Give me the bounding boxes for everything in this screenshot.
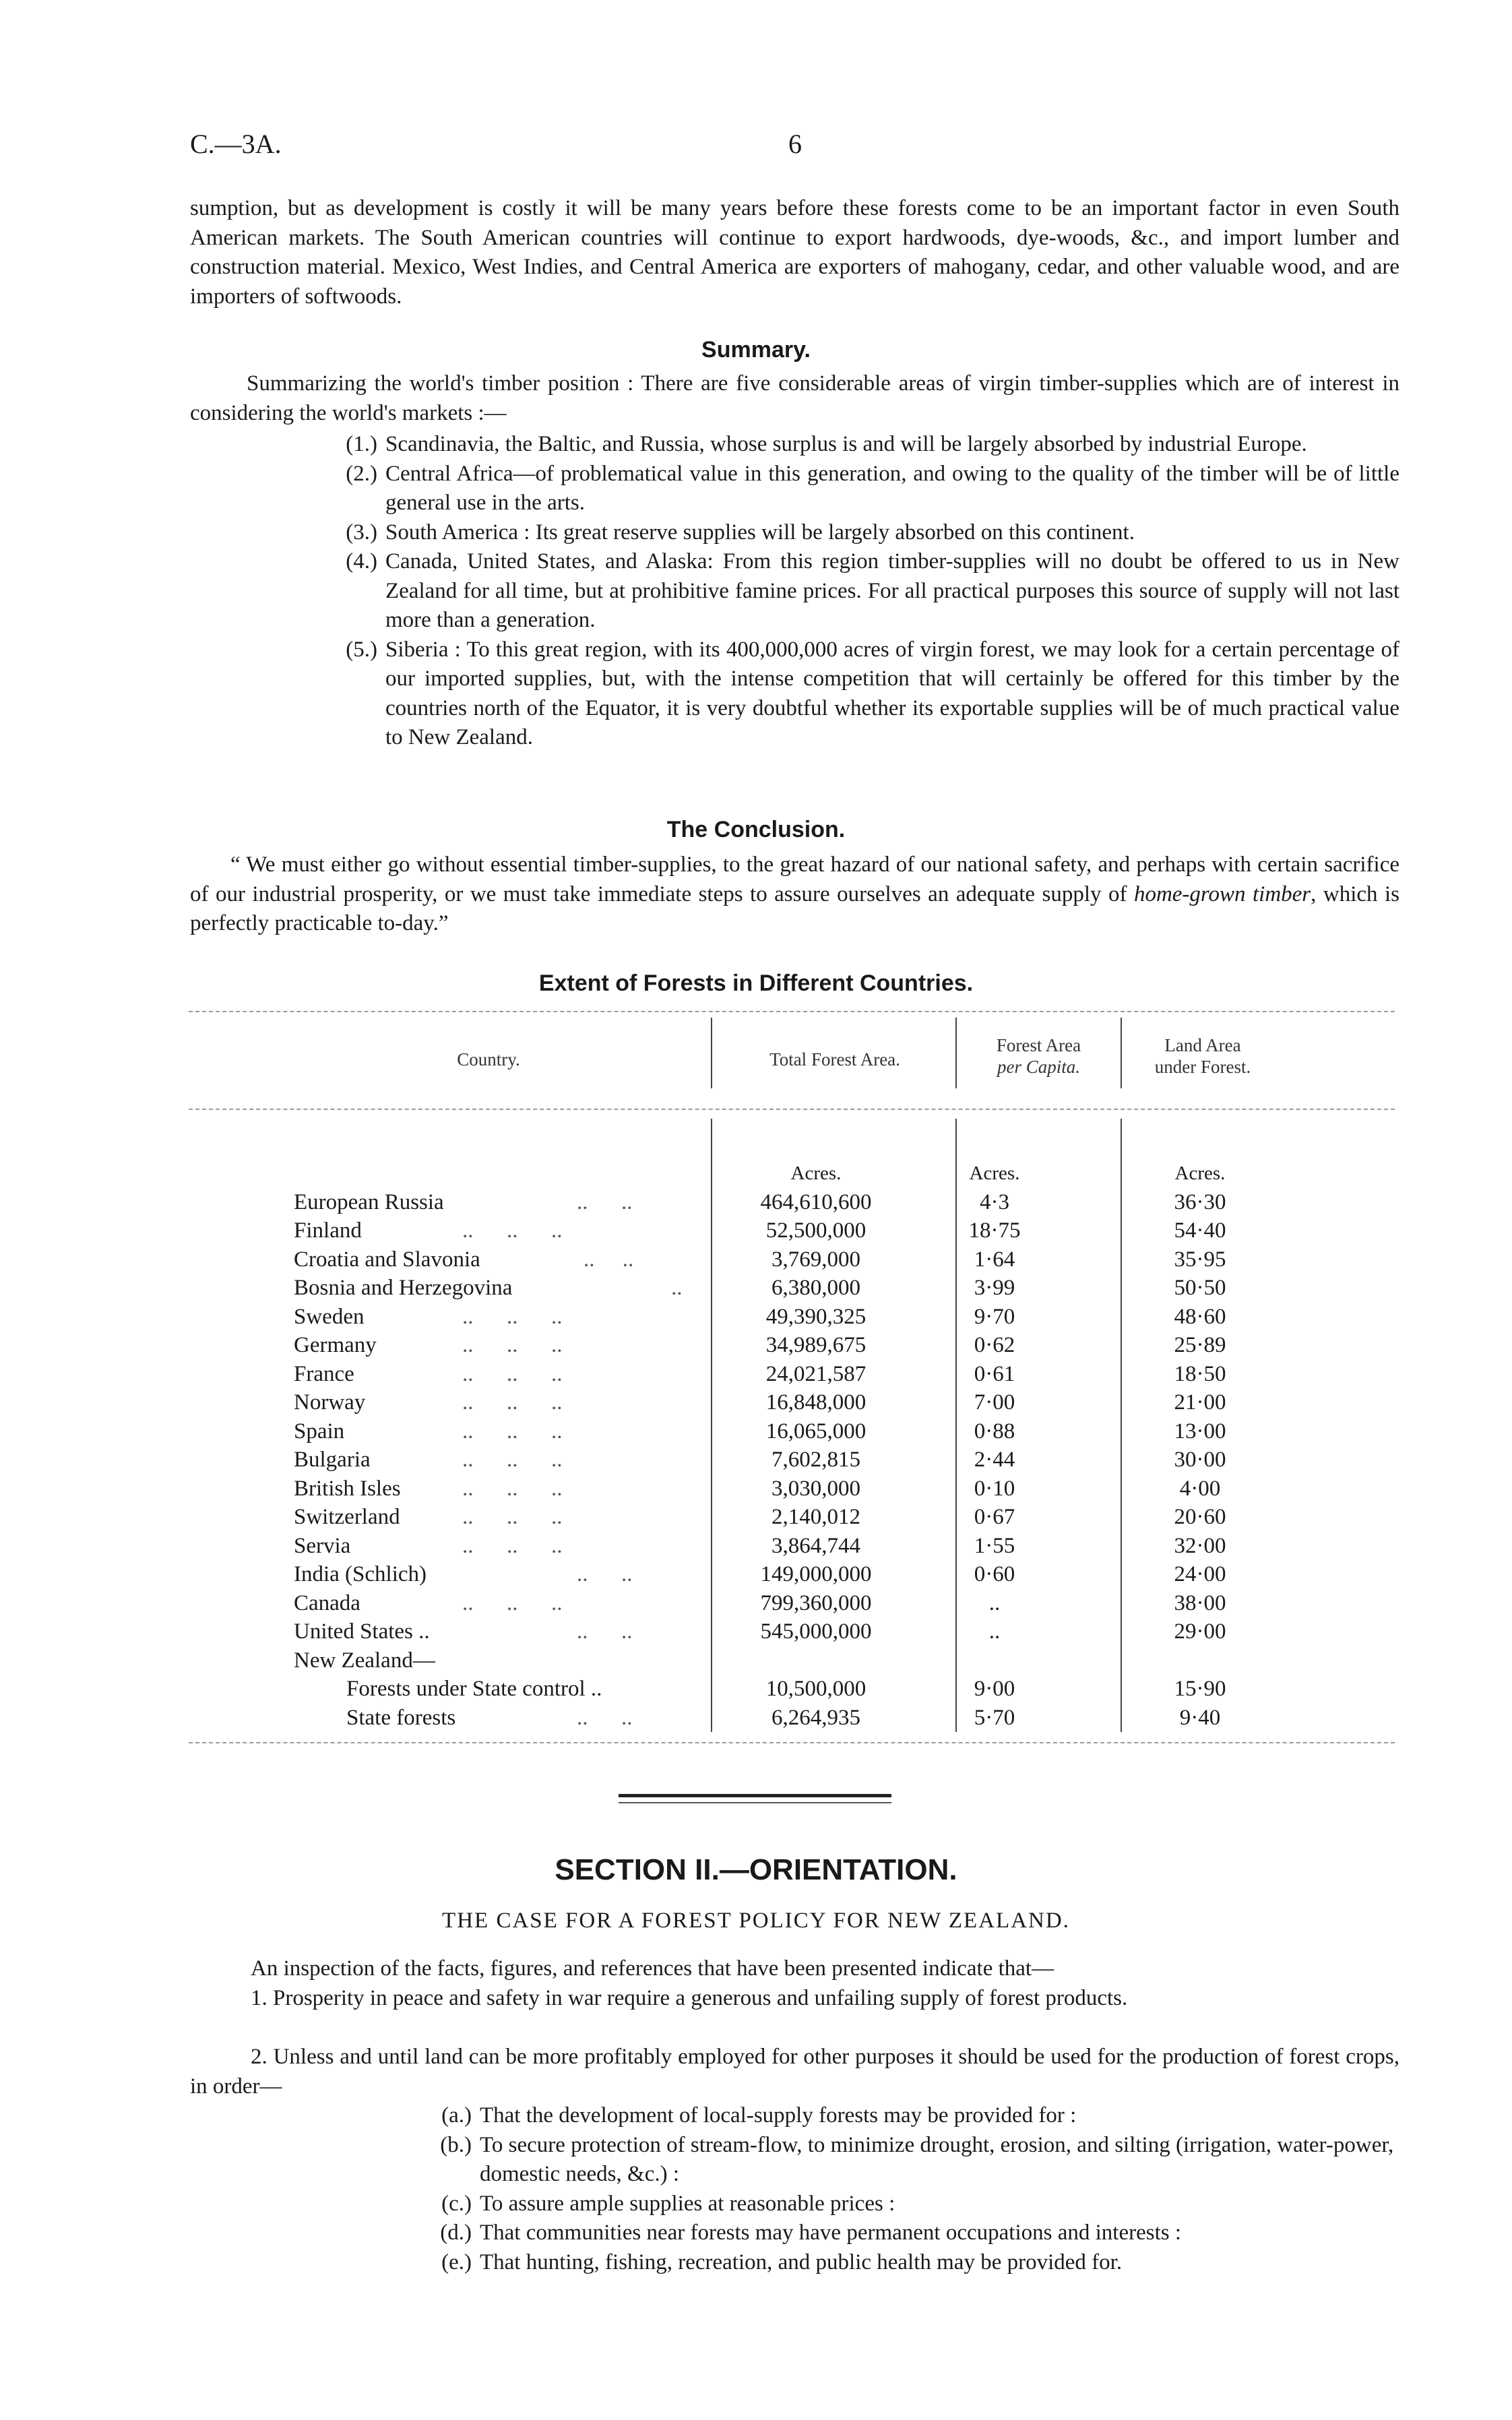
cell-country: France — [294, 1361, 354, 1386]
unit-total: Acres. — [790, 1162, 842, 1184]
cell-per-capita: .. — [988, 1619, 1001, 1644]
cell-per-capita: 9·70 — [974, 1304, 1015, 1329]
table-row — [294, 1704, 1304, 1733]
table-row — [294, 1560, 1304, 1589]
table-row — [294, 1188, 1304, 1217]
cell-country: Sweden — [294, 1304, 365, 1329]
cell-total: 16,065,000 — [765, 1419, 867, 1444]
cell-per-capita: 0·60 — [974, 1562, 1015, 1586]
section-intro — [190, 1954, 1399, 1984]
table-top-rule — [189, 1011, 1395, 1012]
item-text: That communities near forests may have permanent occupations and interests : — [480, 2221, 1181, 2245]
cell-per-capita: 1·55 — [974, 1533, 1015, 1558]
cell-land: 36·30 — [1174, 1189, 1226, 1214]
cell-land: 9·40 — [1179, 1705, 1221, 1730]
list-item — [190, 2101, 1399, 2131]
cell-country: Bosnia and Herzegovina — [294, 1276, 513, 1300]
item-text: To secure protection of stream-flow, to minimize drought, erosion, and silting (irrigation, water-power, domestic needs, &c.) : — [480, 2132, 1394, 2186]
section-point-1 — [190, 1984, 1399, 2014]
list-item — [190, 635, 1399, 753]
leader-dots: .. .. — [577, 1705, 633, 1730]
point-2-text: 2. Unless and until land can be more profitably employed for other purposes it should be used for the production of forest crops, in order— — [190, 2045, 1399, 2099]
summary-intro — [190, 369, 1399, 428]
cell-total: 3,030,000 — [771, 1476, 860, 1501]
table-row — [294, 1388, 1304, 1417]
forest-table — [294, 1159, 1304, 1732]
cell-total: 545,000,000 — [760, 1619, 872, 1644]
cell-total: 3,864,744 — [771, 1533, 860, 1558]
summary-list — [190, 430, 1399, 753]
cell-per-capita: .. — [988, 1590, 1001, 1615]
cell-total: 16,848,000 — [765, 1390, 867, 1415]
list-item — [190, 2219, 1399, 2248]
cell-total: 52,500,000 — [765, 1218, 867, 1243]
section-heading: SECTION II.—ORIENTATION. — [555, 1853, 957, 1886]
cell-land: 21·00 — [1174, 1390, 1226, 1415]
section-list — [190, 2101, 1399, 2277]
header-per-capita-line2: per Capita. — [997, 1057, 1080, 1077]
list-item — [190, 430, 1399, 460]
cell-total: 10,500,000 — [765, 1677, 867, 1701]
list-item — [190, 547, 1399, 635]
item-text: To assure ample supplies at reasonable prices : — [480, 2191, 895, 2216]
cell-land: 25·89 — [1174, 1333, 1226, 1357]
leader-dots: .. .. .. — [462, 1218, 563, 1243]
quote-text-start: “ We must either go without essential timber-supplies, to the great hazard of our national safety, and perhaps with certain sacrifice of our industrial prosperity, or we must take immediate steps to assure ourselves an adequate supply of — [190, 852, 1399, 906]
item-number: (e.) — [441, 2250, 472, 2274]
cell-land: 4·00 — [1179, 1476, 1221, 1501]
table-row — [294, 1503, 1304, 1532]
item-text: That the development of local-supply forests may be provided for : — [480, 2103, 1077, 2128]
list-item — [190, 2248, 1399, 2278]
table-row — [294, 1360, 1304, 1389]
cell-land: 18·50 — [1174, 1361, 1226, 1386]
cell-total: 6,380,000 — [771, 1276, 860, 1300]
cell-total: 7,602,815 — [771, 1448, 860, 1472]
list-item — [190, 518, 1399, 548]
summary-heading: Summary. — [701, 337, 811, 363]
table-header-rule — [189, 1109, 1395, 1110]
cell-land: 15·90 — [1174, 1677, 1226, 1701]
leader-dots: .. .. .. — [462, 1476, 563, 1501]
item-number: (5.) — [346, 637, 377, 662]
table-row — [294, 1417, 1304, 1446]
header-per-capita — [957, 1034, 1121, 1078]
cell-country: Bulgaria — [294, 1448, 371, 1472]
cell-total: 24,021,587 — [765, 1361, 867, 1386]
table-row — [294, 1646, 1304, 1675]
header-land — [1122, 1034, 1284, 1078]
cell-country: Spain — [294, 1419, 345, 1444]
cell-per-capita: 7·00 — [974, 1390, 1015, 1415]
cell-land: 32·00 — [1174, 1533, 1226, 1558]
table-row — [294, 1331, 1304, 1360]
header-country: Country. — [457, 1049, 520, 1069]
cell-land: 48·60 — [1174, 1304, 1226, 1329]
table-row — [294, 1274, 1304, 1303]
cell-country: Germany — [294, 1333, 377, 1357]
cell-country: State forests — [346, 1705, 456, 1730]
cell-country: Switzerland — [294, 1505, 400, 1529]
section-point-2 — [190, 2043, 1399, 2101]
quote-italic: home-grown timber — [1133, 881, 1311, 906]
cell-country: Forests under State control .. — [346, 1677, 602, 1701]
cell-total: 49,390,325 — [765, 1304, 867, 1329]
item-text: Canada, United States, and Alaska: From this region timber-supplies will no doubt be offered to us in New Zealand for all time, but at prohibitive famine prices. For all practical purposes this source of supply will not last more than a generation. — [385, 549, 1399, 632]
cell-per-capita: 18·75 — [968, 1218, 1021, 1243]
cell-total: 149,000,000 — [760, 1562, 872, 1586]
leader-dots: .. .. — [577, 1619, 633, 1644]
summary-intro-text: Summarizing the world's timber position : There are five considerable areas of virgin timber-supplies which are of interest in considering the world's markets :— — [190, 371, 1399, 425]
cell-per-capita: 1·64 — [974, 1247, 1015, 1272]
list-item — [190, 2190, 1399, 2219]
item-number: (3.) — [346, 520, 377, 545]
table-row — [294, 1589, 1304, 1618]
cell-country: British Isles — [294, 1476, 401, 1501]
cell-land: 13·00 — [1174, 1419, 1226, 1444]
cell-land: 50·50 — [1174, 1276, 1226, 1300]
list-item — [190, 460, 1399, 518]
cell-country: India (Schlich) — [294, 1562, 427, 1586]
cell-country: New Zealand— — [294, 1648, 435, 1673]
leader-dots: .. .. .. — [462, 1505, 563, 1529]
cell-per-capita: 2·44 — [974, 1448, 1015, 1472]
cell-country: European Russia — [294, 1189, 444, 1214]
cell-per-capita: 0·62 — [974, 1333, 1015, 1357]
cell-total: 799,360,000 — [760, 1590, 872, 1615]
cell-per-capita: 9·00 — [974, 1677, 1015, 1701]
table-bottom-rule — [189, 1742, 1395, 1743]
leader-dots: .. .. .. — [462, 1333, 563, 1357]
cell-per-capita: 4·3 — [980, 1189, 1009, 1214]
item-number: (a.) — [441, 2103, 472, 2128]
intro-paragraph: sumption, but as development is costly it will be many years before these forests come to be an important factor in even South American markets. The South American countries will continue to export hardwoods, dye-woods, &c., and import lumber and construction material. Mexico, West Indies, and Central America are exporters of mahogany, cedar, and other valuable wood, and are importers of softwoods. — [190, 196, 1399, 309]
leader-dots: .. .. .. — [462, 1304, 563, 1329]
item-text: That hunting, fishing, recreation, and public health may be provided for. — [480, 2250, 1123, 2274]
table-row — [294, 1245, 1304, 1274]
unit-per-capita: Acres. — [969, 1162, 1020, 1184]
leader-dots: .. .. — [584, 1247, 634, 1272]
cell-total: 2,140,012 — [771, 1505, 860, 1529]
item-number: (d.) — [440, 2221, 472, 2245]
cell-country: Canada — [294, 1590, 360, 1615]
leader-dots: .. .. — [577, 1562, 633, 1586]
cell-land: 24·00 — [1174, 1562, 1226, 1586]
cell-country: Finland — [294, 1218, 362, 1243]
leader-dots: .. .. .. — [462, 1448, 563, 1472]
cell-land: 20·60 — [1174, 1505, 1226, 1529]
cell-land: 35·95 — [1174, 1247, 1226, 1272]
point-1-text: 1. Prosperity in peace and safety in war require a generous and unfailing supply of forest products. — [251, 1986, 1128, 2010]
section-intro-text: An inspection of the facts, figures, and references that have been presented indicate that— — [251, 1956, 1054, 1981]
leader-dots: .. .. — [577, 1189, 633, 1214]
leader-dots: .. .. .. — [462, 1361, 563, 1386]
item-number: (4.) — [346, 549, 377, 573]
item-text: South America : Its great reserve supplies will be largely absorbed on this continent. — [385, 520, 1135, 545]
table-row — [294, 1617, 1304, 1646]
item-number: (1.) — [346, 432, 377, 456]
table-row — [294, 1675, 1304, 1704]
list-item — [190, 2131, 1399, 2190]
table-row — [294, 1475, 1304, 1503]
cell-land: 54·40 — [1174, 1218, 1226, 1243]
cell-per-capita: 0·61 — [974, 1361, 1015, 1386]
unit-land: Acres. — [1174, 1162, 1226, 1184]
cell-per-capita: 0·10 — [974, 1476, 1015, 1501]
cell-country: Servia — [294, 1533, 351, 1558]
conclusion-quote — [190, 850, 1399, 939]
cell-per-capita: 3·99 — [974, 1276, 1015, 1300]
section-subheading: THE CASE FOR A FOREST POLICY FOR NEW ZEALAND. — [442, 1909, 1070, 1933]
header-per-capita-line1: Forest Area — [996, 1035, 1081, 1055]
item-number: (c.) — [441, 2191, 472, 2216]
item-text: Scandinavia, the Baltic, and Russia, whose surplus is and will be largely absorbed by industrial Europe. — [385, 432, 1307, 456]
column-divider — [711, 1018, 712, 1088]
section-divider-thick — [619, 1794, 891, 1797]
document-reference: C.—3A. — [190, 129, 282, 159]
table-row — [294, 1532, 1304, 1561]
item-number: (2.) — [346, 461, 377, 486]
cell-country: Croatia and Slavonia — [294, 1247, 480, 1272]
cell-per-capita: 0·88 — [974, 1419, 1015, 1444]
cell-land: 38·00 — [1174, 1590, 1226, 1615]
header-total: Total Forest Area. — [769, 1049, 900, 1069]
header-land-line1: Land Area — [1164, 1035, 1241, 1055]
section-divider-thin — [619, 1802, 891, 1803]
cell-total: 464,610,600 — [760, 1189, 872, 1214]
units-row — [294, 1159, 1304, 1188]
table-title: Extent of Forests in Different Countries. — [538, 970, 974, 996]
cell-per-capita: 5·70 — [974, 1705, 1015, 1730]
cell-country: Norway — [294, 1390, 366, 1415]
item-number: (b.) — [440, 2132, 472, 2157]
page-number: 6 — [788, 129, 802, 159]
leader-dots: .. .. .. — [462, 1590, 563, 1615]
conclusion-heading: The Conclusion. — [666, 817, 846, 842]
table-row — [294, 1216, 1304, 1245]
cell-per-capita: 0·67 — [974, 1505, 1015, 1529]
leader-dots: .. .. .. — [462, 1533, 563, 1558]
leader-dots: .. — [671, 1276, 683, 1300]
leader-dots: .. .. .. — [462, 1419, 563, 1444]
header-land-line2: under Forest. — [1154, 1057, 1251, 1077]
cell-land: 29·00 — [1174, 1619, 1226, 1644]
table-row — [294, 1303, 1304, 1332]
cell-country: United States .. — [294, 1619, 430, 1644]
cell-total: 3,769,000 — [771, 1247, 860, 1272]
table-row — [294, 1446, 1304, 1475]
cell-land: 30·00 — [1174, 1448, 1226, 1472]
cell-total: 34,989,675 — [765, 1333, 867, 1357]
quote-text-end: , which is perfectly practicable to-day.” — [190, 881, 1399, 935]
item-text: Central Africa—of problematical value in this generation, and owing to the quality of the timber will be of little general use in the arts. — [385, 461, 1399, 515]
cell-total: 6,264,935 — [771, 1705, 860, 1730]
leader-dots: .. .. .. — [462, 1390, 563, 1415]
item-text: Siberia : To this great region, with its 400,000,000 acres of virgin forest, we may look for a certain percentage of our imported supplies, but, with the intense competition that will certainly be offered for this timber by the countries north of the Equator, it is very doubtful whether its exportable supplies will be of much practical value to New Zealand. — [385, 637, 1399, 749]
